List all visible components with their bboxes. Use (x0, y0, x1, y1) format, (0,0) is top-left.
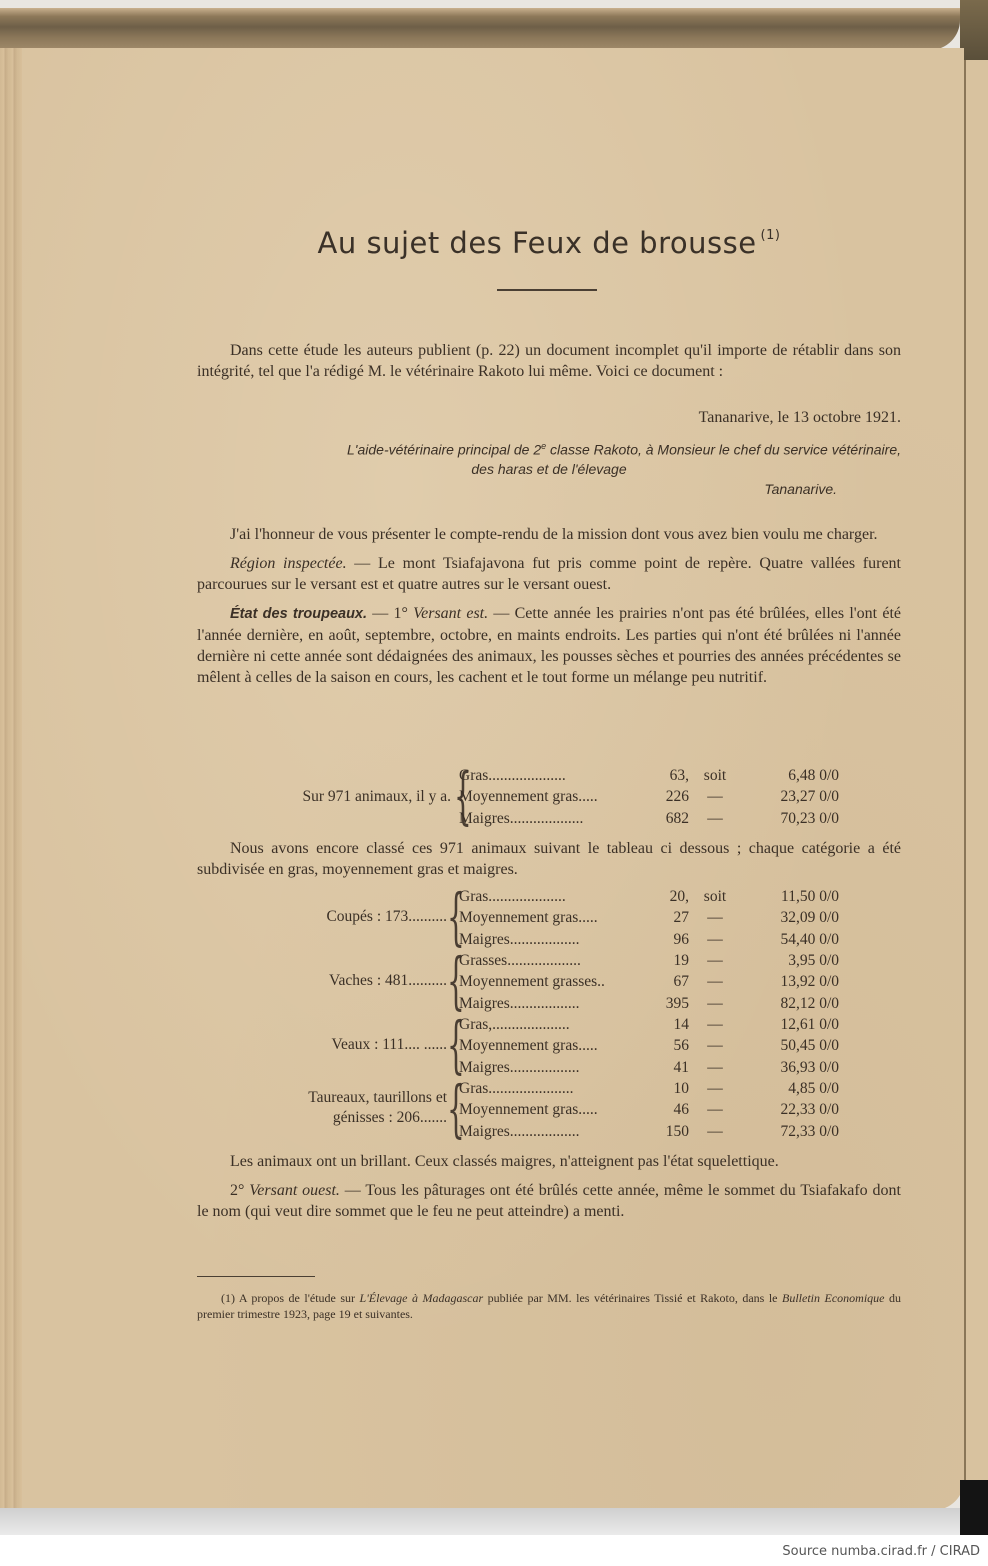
group-label-line-1: Taureaux, taurillons et (308, 1089, 447, 1106)
row-sep: soit (703, 888, 727, 905)
group-coupes (197, 880, 901, 953)
table-row (459, 971, 839, 992)
group-label: Coupés : 173.......... (326, 908, 447, 925)
group-rows (459, 886, 839, 950)
row-percent: 4,85 0/0 (788, 1080, 839, 1097)
row-count: 56 (673, 1037, 689, 1055)
brace-icon: { (447, 1008, 465, 1081)
paragraph-mission: J'ai l'honneur de vous présenter le compte-rendu de la mission dont vous avez bien voulu me charger. (230, 526, 878, 543)
row-percent: 50,45 0/0 (780, 1037, 839, 1055)
group-label: Vaches : 481.......... (329, 972, 447, 989)
paragraph-versant-ouest (197, 1180, 901, 1222)
row-percent: 32,09 0/0 (780, 909, 839, 927)
row-category: Moyennement gras..... (459, 788, 598, 806)
row-sep: — (707, 994, 723, 1012)
row-count: 395 (665, 994, 689, 1012)
group-label: Veaux : 111.... ...... (331, 1036, 447, 1053)
row-category: Moyennement grasses.. (459, 973, 605, 991)
summary-table (197, 759, 901, 832)
table-row (459, 1035, 839, 1056)
footnote-title-1: L'Élevage à Madagascar (359, 1291, 484, 1305)
footnote-text (197, 1290, 901, 1322)
group-rows (459, 950, 839, 1014)
destination-text: Tananarive. (764, 481, 837, 497)
summary-label: Sur 971 animaux, il y a. (302, 788, 451, 805)
table-row (459, 1014, 839, 1035)
row-count: 14 (673, 1016, 689, 1033)
group-vaches (197, 944, 901, 1017)
paragraph-herd-state (197, 603, 901, 688)
row-category: Gras,.................... (459, 1016, 570, 1033)
footnote-title-2: Bulletin Economique (782, 1291, 885, 1305)
footnote-divider (197, 1276, 315, 1277)
salutation-line-2: des haras et de l'élevage (471, 460, 627, 477)
row-count: 682 (665, 809, 689, 827)
row-sep: — (707, 909, 723, 927)
detail-table (197, 880, 901, 1145)
footnote (197, 1290, 901, 1322)
row-count: 67 (673, 973, 689, 991)
brace-icon: { (447, 944, 465, 1017)
region-lead: Région inspectée. (230, 555, 347, 572)
table-row (459, 950, 839, 971)
title-footnote-ref: (1) (760, 228, 781, 243)
versant-est-label: Versant est. (413, 605, 489, 622)
classification-paragraph (197, 838, 901, 888)
letter-place-date (197, 407, 901, 428)
salutation-sup: e (541, 441, 547, 451)
row-count: 27 (673, 909, 689, 927)
table-row (459, 1099, 839, 1120)
row-sep: — (707, 1080, 723, 1097)
region-body: — Le mont Tsiafajavona fut pris comme point de repère. Quatre vallées furent parcourues sur le versant est et quatre autres sur le versant ouest. (197, 555, 901, 593)
row-category: Grasses................... (459, 952, 581, 969)
row-percent: 82,12 0/0 (780, 994, 839, 1012)
bottom-dark-corner (960, 1480, 988, 1535)
letter-salutation (197, 437, 901, 479)
summary-rows (459, 765, 839, 829)
row-percent: 72,33 0/0 (780, 1122, 839, 1140)
herd-state-lead: État des troupeaux. (230, 606, 368, 622)
row-count: 63, (669, 767, 689, 784)
versant-ouest-label: Versant ouest. (249, 1182, 340, 1199)
row-count: 20, (669, 888, 689, 905)
intro-text: Dans cette étude les auteurs publient (p. 22) un document incomplet qu'il importe de rétablir dans son intégrité, tel que l'a rédigé M. le vétérinaire Rakoto lui même. Voici ce document : (197, 342, 901, 380)
row-category: Moyennement gras..... (459, 1101, 598, 1119)
row-percent: 6,48 0/0 (788, 767, 839, 784)
title-text: Au sujet des Feux de brousse (317, 226, 757, 260)
table-row (459, 765, 839, 786)
row-category: Moyennement gras..... (459, 1037, 598, 1055)
row-sep: — (707, 1016, 723, 1033)
row-sep: — (707, 1058, 723, 1076)
row-percent: 70,23 0/0 (780, 809, 839, 827)
footnote-post: du premier trimestre 1923, page 19 et suivantes. (197, 1291, 902, 1321)
page-title (196, 226, 902, 260)
versant-ouest-lead: 2° (230, 1182, 250, 1199)
row-sep: — (707, 788, 723, 806)
paragraph-brillant: Les animaux ont un brillant. Ceux classés maigres, n'atteignent pas l'état squelettique. (230, 1153, 779, 1170)
row-count: 226 (665, 788, 689, 806)
row-category: Maigres.................. (459, 930, 580, 948)
row-sep: — (707, 1037, 723, 1055)
book-top-edge (0, 8, 960, 50)
row-count: 46 (673, 1101, 689, 1119)
next-page-edge (964, 60, 988, 1480)
row-count: 150 (665, 1122, 689, 1140)
table-row (459, 808, 839, 829)
row-category: Maigres.................. (459, 1058, 580, 1076)
row-sep: — (707, 973, 723, 991)
book-top-edge-right (960, 0, 988, 60)
table-row (459, 1078, 839, 1099)
row-percent: 36,93 0/0 (780, 1058, 839, 1076)
row-count: 96 (673, 930, 689, 948)
table-row (459, 886, 839, 907)
row-percent: 11,50 0/0 (781, 888, 839, 905)
salutation-post: classe Rakoto, à Monsieur le chef du service vétérinaire, (546, 441, 901, 458)
table-row (459, 907, 839, 928)
row-count: 10 (673, 1080, 689, 1097)
brace-icon: { (447, 880, 465, 953)
group-taureaux (197, 1072, 901, 1145)
row-percent: 54,40 0/0 (780, 930, 839, 948)
paragraph-classification: Nous avons encore classé ces 971 animaux suivant le tableau ci dessous ; chaque catégorie a été subdivisée en gras, moyennement gras et maigres. (197, 840, 901, 878)
row-percent: 3,95 0/0 (788, 952, 839, 969)
bottom-shadow (0, 1508, 960, 1535)
group-rows (459, 1078, 839, 1142)
letter-destination (197, 479, 901, 500)
row-category: Maigres................... (459, 809, 584, 827)
row-sep: — (707, 930, 723, 948)
salutation-pre: L'aide-vétérinaire principal de 2 (347, 441, 542, 458)
herd-state-body: — Cette année les prairies n'ont pas été brûlées, elles l'ont été l'année dernière, en août, septembre, octobre, en maints endroits. Les parties qui n'ont été brûlées ni l'année dernière ni cette année sont dédaignées des animaux, les pousses sèches et pourries des années précédentes se mêlent à celles de la saison en cours, les cachent et le tout forme un mélange peu nutritif. (197, 605, 901, 686)
salutation-line-1 (197, 437, 901, 460)
row-percent: 12,61 0/0 (780, 1016, 839, 1033)
table-row (459, 993, 839, 1014)
summary-group (197, 759, 901, 832)
letter-body (197, 524, 901, 696)
table-row (459, 929, 839, 950)
footnote-marker: (1) (221, 1291, 235, 1305)
footnote-pre: A propos de l'étude sur (235, 1291, 360, 1305)
table-row (459, 1121, 839, 1142)
source-credit: Source numba.cirad.fr / CIRAD (782, 1544, 980, 1559)
row-sep: — (707, 809, 723, 827)
row-category: Maigres.................. (459, 1122, 580, 1140)
closing-body (197, 1151, 901, 1230)
footnote-mid: publiée par MM. les vétérinaires Tissié et Rakoto, dans le (483, 1291, 783, 1305)
place-date-text: Tananarive, le 13 octobre 1921. (698, 409, 901, 426)
table-row (459, 786, 839, 807)
group-veaux (197, 1008, 901, 1081)
row-category: Gras.................... (459, 888, 566, 905)
group-label-line-2: génisses : 206....... (332, 1109, 447, 1126)
row-percent: 23,27 0/0 (780, 788, 839, 806)
row-count: 41 (673, 1058, 689, 1076)
row-category: Moyennement gras..... (459, 909, 598, 927)
row-category: Gras.................... (459, 767, 566, 784)
intro-paragraph (197, 340, 901, 390)
brace-icon: { (454, 759, 472, 832)
group-label (197, 1088, 447, 1128)
title-divider (497, 289, 597, 291)
row-sep: — (707, 1101, 723, 1119)
row-category: Maigres.................. (459, 994, 580, 1012)
row-sep: soit (703, 767, 727, 784)
row-category: Gras...................... (459, 1080, 574, 1097)
row-sep: — (707, 1122, 723, 1140)
table-row (459, 1057, 839, 1078)
paragraph-region (197, 553, 901, 595)
row-sep: — (707, 952, 723, 969)
versant-ouest-body: — Tous les pâturages ont été brûlés cette année, même le sommet du Tsiafakafo dont le nom (qui veut dire sommet que le feu ne peut atteindre) a menti. (197, 1182, 901, 1220)
brace-icon: { (447, 1072, 465, 1145)
row-percent: 22,33 0/0 (780, 1101, 839, 1119)
group-rows (459, 1014, 839, 1078)
row-percent: 13,92 0/0 (780, 973, 839, 991)
herd-state-mid: — 1° (367, 605, 414, 622)
row-count: 19 (673, 952, 689, 969)
